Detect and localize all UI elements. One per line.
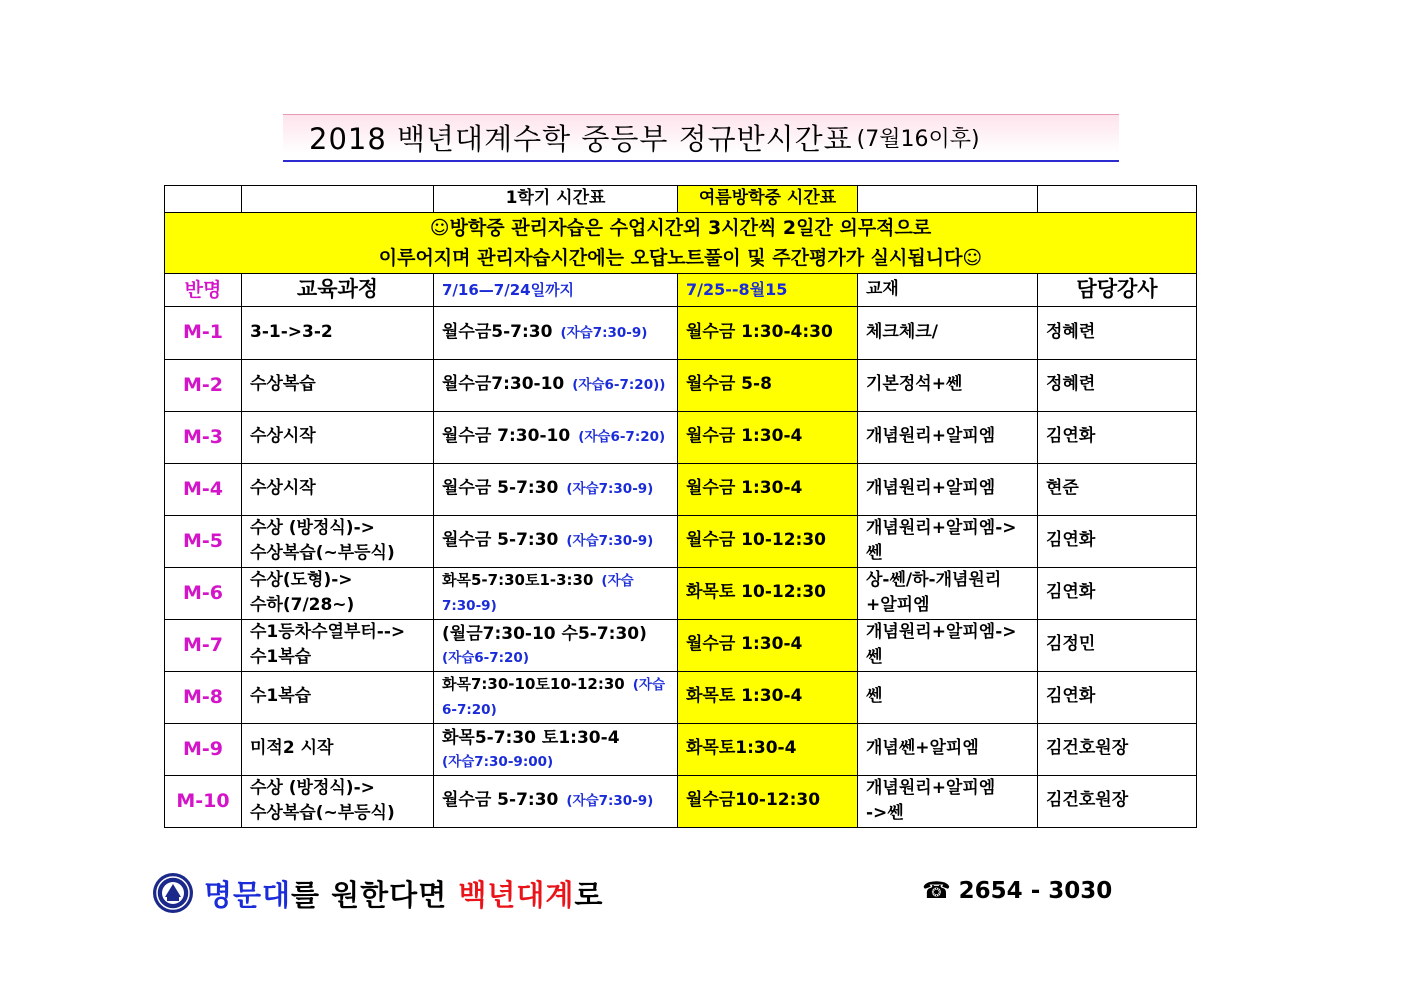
course-cell bbox=[242, 359, 434, 411]
title-main: 2018 백년대계수학 중등부 정규반시간표 bbox=[309, 122, 853, 156]
course-cell bbox=[242, 723, 434, 775]
teacher-name: 김연화 bbox=[1046, 582, 1096, 603]
table-row bbox=[165, 411, 1197, 463]
course-line: 수1복습 bbox=[250, 686, 312, 707]
header-blank-1 bbox=[165, 186, 242, 213]
teacher-cell bbox=[1038, 567, 1197, 619]
col-teacher: 담당강사 bbox=[1038, 274, 1197, 307]
self-study-note: (자습6-7:20)) bbox=[572, 377, 666, 394]
teacher-name: 김연화 bbox=[1046, 686, 1096, 707]
semester-schedule: 월수금7:30-10 bbox=[442, 374, 565, 395]
course-line: 수상 (방정식)-> bbox=[250, 777, 375, 798]
self-study-note: (자습7:30-9) bbox=[566, 793, 654, 810]
course-cell bbox=[242, 411, 434, 463]
summer-schedule-cell bbox=[678, 411, 858, 463]
teacher-cell bbox=[1038, 671, 1197, 723]
teacher-name: 현준 bbox=[1046, 478, 1079, 499]
table-row bbox=[165, 619, 1197, 671]
summer-schedule-cell bbox=[678, 463, 858, 515]
summer-schedule: 월수금 1:30-4:30 bbox=[686, 321, 833, 342]
course-line: 수상복습 bbox=[250, 374, 316, 395]
notice-cell bbox=[165, 213, 1197, 274]
slogan-part-3: 백년대계 bbox=[458, 877, 575, 912]
textbook-cell bbox=[858, 619, 1038, 671]
table-row bbox=[165, 463, 1197, 515]
class-code: M-4 bbox=[182, 477, 223, 500]
slogan-part-4: 로 bbox=[574, 877, 604, 912]
class-code-cell bbox=[165, 775, 242, 827]
teacher-name: 김건호원장 bbox=[1046, 738, 1129, 759]
summer-schedule: 화목토1:30-4 bbox=[686, 738, 797, 759]
course-line: 미적2 시작 bbox=[250, 738, 334, 759]
class-code-cell bbox=[165, 463, 242, 515]
textbook-line: 기본정석+쎈 bbox=[866, 374, 963, 395]
teacher-cell bbox=[1038, 359, 1197, 411]
teacher-name: 정혜련 bbox=[1046, 321, 1096, 342]
col-course: 교육과정 bbox=[242, 274, 434, 307]
semester-schedule-cell bbox=[434, 515, 678, 567]
semester-schedule-cell bbox=[434, 671, 678, 723]
table-row bbox=[165, 515, 1197, 567]
class-code: M-3 bbox=[182, 425, 223, 448]
textbook-cell bbox=[858, 359, 1038, 411]
notice-line-2: 이루어지며 관리자습시간에는 오답노트풀이 및 주간평가가 실시됩니다☺ bbox=[378, 247, 983, 269]
phone-icon: ☎ bbox=[922, 878, 951, 904]
summer-schedule: 월수금 1:30-4 bbox=[686, 426, 803, 447]
semester-schedule: 월수금 5-7:30 bbox=[442, 478, 559, 499]
class-code: M-8 bbox=[182, 685, 223, 708]
summer-schedule: 화목토 1:30-4 bbox=[686, 686, 803, 707]
textbook-cell bbox=[858, 775, 1038, 827]
class-code-cell bbox=[165, 411, 242, 463]
semester-schedule-cell bbox=[434, 463, 678, 515]
course-cell bbox=[242, 463, 434, 515]
teacher-cell bbox=[1038, 306, 1197, 359]
class-code-cell bbox=[165, 619, 242, 671]
table-row bbox=[165, 723, 1197, 775]
summer-schedule-cell bbox=[678, 775, 858, 827]
textbook-line: 쎈 bbox=[866, 647, 883, 667]
course-cell bbox=[242, 775, 434, 827]
semester-schedule-cell bbox=[434, 359, 678, 411]
summer-schedule-cell bbox=[678, 671, 858, 723]
summer-schedule-cell bbox=[678, 567, 858, 619]
teacher-cell bbox=[1038, 619, 1197, 671]
header-semester: 1학기 시간표 bbox=[434, 186, 678, 213]
course-cell bbox=[242, 306, 434, 359]
course-cell bbox=[242, 567, 434, 619]
teacher-name: 김정민 bbox=[1046, 634, 1096, 655]
title-sub: (7월16이후) bbox=[856, 127, 980, 152]
textbook-line: ->쎈 bbox=[866, 803, 904, 823]
semester-schedule-cell bbox=[434, 619, 678, 671]
phone bbox=[922, 878, 1112, 904]
table-row bbox=[165, 671, 1197, 723]
self-study-note: (자습7:30-9) bbox=[566, 533, 654, 550]
notice-line-1: ☺방학중 관리자습은 수업시간외 3시간씩 2일간 의무적으로 bbox=[429, 217, 932, 239]
textbook-cell bbox=[858, 306, 1038, 359]
teacher-cell bbox=[1038, 515, 1197, 567]
course-line: 수상시작 bbox=[250, 478, 316, 499]
summer-schedule: 월수금10-12:30 bbox=[686, 790, 821, 811]
semester-schedule: 화목7:30-10토10-12:30 bbox=[442, 674, 625, 693]
course-cell bbox=[242, 515, 434, 567]
textbook-cell bbox=[858, 723, 1038, 775]
teacher-cell bbox=[1038, 775, 1197, 827]
summer-schedule: 월수금 1:30-4 bbox=[686, 634, 803, 655]
teacher-name: 김연화 bbox=[1046, 530, 1096, 551]
semester-schedule-cell bbox=[434, 411, 678, 463]
textbook-line: 개념원리+알피엠 bbox=[866, 777, 996, 798]
class-code-cell bbox=[165, 306, 242, 359]
course-line: 수1등차수열부터--> bbox=[250, 621, 406, 642]
class-code: M-6 bbox=[182, 581, 223, 604]
header-blank-3 bbox=[858, 186, 1038, 213]
summer-schedule: 월수금 1:30-4 bbox=[686, 478, 803, 499]
header-row bbox=[165, 186, 1197, 213]
slogan-part-2: 를 원한다면 bbox=[291, 877, 459, 912]
textbook-line: 쎈 bbox=[866, 543, 883, 563]
semester-schedule: 화목5-7:30 토1:30-4 bbox=[442, 728, 620, 749]
summer-schedule-cell bbox=[678, 619, 858, 671]
column-header-row bbox=[165, 274, 1197, 307]
teacher-cell bbox=[1038, 411, 1197, 463]
self-study-note: (자습7:30-9:00) bbox=[442, 753, 554, 770]
col-sem1: 7/16—7/24일까지 bbox=[434, 274, 678, 307]
summer-schedule-cell bbox=[678, 359, 858, 411]
textbook-line: 개념쎈+알피엠 bbox=[866, 738, 979, 759]
course-line: 3-1->3-2 bbox=[250, 321, 333, 342]
page-title bbox=[283, 114, 1119, 162]
summer-schedule-cell bbox=[678, 306, 858, 359]
course-line: 수1복습 bbox=[250, 647, 312, 667]
semester-schedule: 월수금 7:30-10 bbox=[442, 426, 571, 447]
summer-schedule: 월수금 5-8 bbox=[686, 374, 772, 395]
semester-schedule: 월수금 5-7:30 bbox=[442, 790, 559, 811]
table-row bbox=[165, 359, 1197, 411]
class-code-cell bbox=[165, 359, 242, 411]
table-row bbox=[165, 775, 1197, 827]
school-seal-icon bbox=[152, 872, 194, 914]
textbook-line: 쎈 bbox=[866, 686, 883, 707]
class-code: M-2 bbox=[182, 373, 223, 396]
textbook-line: 개념원리+알피엠 bbox=[866, 478, 996, 499]
class-code: M-1 bbox=[182, 321, 223, 344]
course-cell bbox=[242, 671, 434, 723]
teacher-cell bbox=[1038, 463, 1197, 515]
self-study-note: (자습7:30-9) bbox=[442, 572, 634, 614]
class-code: M-10 bbox=[176, 789, 230, 812]
course-line: 수상(도형)-> bbox=[250, 569, 353, 590]
schedule-table bbox=[164, 185, 1197, 828]
class-code: M-7 bbox=[182, 633, 223, 656]
textbook-cell bbox=[858, 463, 1038, 515]
semester-schedule: (월금7:30-10 수5-7:30) bbox=[442, 624, 647, 645]
self-study-note: (자습7:30-9) bbox=[566, 481, 654, 498]
summer-schedule-cell bbox=[678, 723, 858, 775]
textbook-cell bbox=[858, 567, 1038, 619]
teacher-name: 김건호원장 bbox=[1046, 790, 1129, 811]
semester-schedule: 월수금 5-7:30 bbox=[442, 530, 559, 551]
textbook-line: 개념원리+알피엠-> bbox=[866, 517, 1017, 538]
self-study-note: (자습6-7:20) bbox=[578, 429, 666, 446]
textbook-cell bbox=[858, 671, 1038, 723]
textbook-line: 개념원리+알피엠-> bbox=[866, 621, 1017, 642]
summer-schedule-cell bbox=[678, 515, 858, 567]
course-cell bbox=[242, 619, 434, 671]
semester-schedule-cell bbox=[434, 775, 678, 827]
semester-schedule: 월수금5-7:30 bbox=[442, 321, 553, 342]
semester-schedule-cell bbox=[434, 723, 678, 775]
summer-schedule: 월수금 10-12:30 bbox=[686, 530, 827, 551]
table-row bbox=[165, 567, 1197, 619]
course-line: 수하(7/28~) bbox=[250, 595, 355, 615]
textbook-line: 개념원리+알피엠 bbox=[866, 426, 996, 447]
course-line: 수상복습(~부등식) bbox=[250, 803, 395, 823]
self-study-note: (자습6-7:20) bbox=[442, 649, 529, 666]
textbook-line: +알피엠 bbox=[866, 595, 930, 615]
class-code-cell bbox=[165, 567, 242, 619]
course-line: 수상 (방정식)-> bbox=[250, 517, 375, 538]
header-blank-4 bbox=[1038, 186, 1197, 213]
class-code-cell bbox=[165, 723, 242, 775]
teacher-name: 정혜련 bbox=[1046, 374, 1096, 395]
teacher-cell bbox=[1038, 723, 1197, 775]
col-book: 교재 bbox=[858, 274, 1038, 307]
semester-schedule: 화목5-7:30토1-3:30 bbox=[442, 570, 594, 589]
class-code-cell bbox=[165, 671, 242, 723]
summer-schedule: 화목토 10-12:30 bbox=[686, 582, 827, 603]
course-line: 수상복습(~부등식) bbox=[250, 543, 395, 563]
class-code-cell bbox=[165, 515, 242, 567]
header-blank-2 bbox=[242, 186, 434, 213]
footer bbox=[152, 872, 603, 914]
semester-schedule-cell bbox=[434, 306, 678, 359]
slogan-part-1: 명문대 bbox=[204, 877, 292, 912]
course-line: 수상시작 bbox=[250, 426, 316, 447]
phone-number: 2654 - 3030 bbox=[958, 878, 1113, 904]
col-summer: 7/25--8월15 bbox=[678, 274, 858, 307]
textbook-line: 상-쎈/하-개념원리 bbox=[866, 569, 1002, 590]
semester-schedule-cell bbox=[434, 567, 678, 619]
textbook-cell bbox=[858, 515, 1038, 567]
textbook-line: 체크체크/ bbox=[866, 321, 938, 342]
self-study-note: (자습6-7:20) bbox=[442, 676, 665, 718]
slogan bbox=[204, 873, 603, 914]
col-class: 반명 bbox=[165, 274, 242, 307]
textbook-cell bbox=[858, 411, 1038, 463]
table-row bbox=[165, 306, 1197, 359]
self-study-note: (자습7:30-9) bbox=[560, 324, 648, 341]
header-summer: 여름방학중 시간표 bbox=[678, 186, 858, 213]
teacher-name: 김연화 bbox=[1046, 426, 1096, 447]
class-code: M-9 bbox=[182, 737, 223, 760]
notice-row bbox=[165, 213, 1197, 274]
class-code: M-5 bbox=[182, 529, 223, 552]
